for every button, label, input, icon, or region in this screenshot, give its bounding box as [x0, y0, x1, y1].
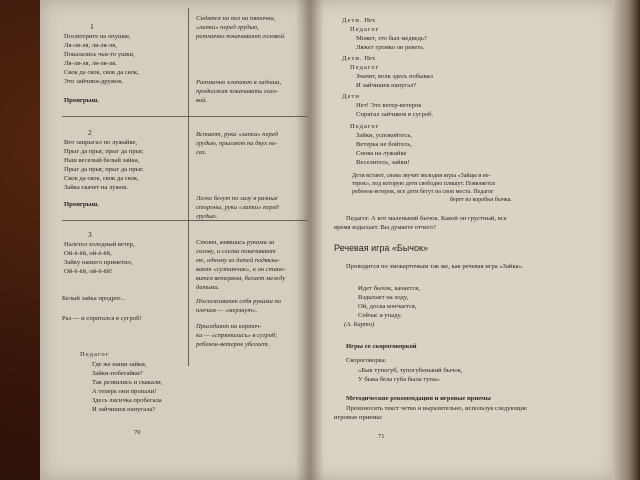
subheading-methods: Методические рекомендации и игровые приемы: [346, 395, 491, 402]
verse-line: И зайчишек напугала?: [92, 406, 156, 413]
note-line: Легко бегут по залу в разные: [196, 195, 278, 202]
verse-line: А теперь они пропали!: [92, 388, 157, 395]
note-line: терок», под которую дети свободно пляшут. Появляется: [352, 181, 495, 187]
verse-line: Прыг да прыг, прыг да прыг,: [64, 148, 144, 155]
note-line: Садятся на пол на пяточки,: [196, 15, 276, 22]
section-heading: Речевая игра «Бычок»: [334, 243, 428, 253]
stanza-1-number: 1: [90, 22, 94, 31]
stanza-1-tag: Проигрыш.: [64, 97, 99, 104]
row-divider-2: [62, 220, 308, 221]
note-line: стороны, руки «лапки» перед: [196, 204, 279, 211]
verse-line: Зайка скачет на лужок.: [64, 184, 129, 191]
note-line: грудью.: [196, 213, 218, 220]
verse-line: Белый зайка продрог...: [62, 295, 126, 302]
teacher-paragraph-line: время вздыхает. Вы думаете отчего?: [334, 224, 436, 231]
dialog-line: Зайки, успокойтесь,: [356, 132, 413, 139]
stanza-2-tag: Проигрыш.: [64, 201, 99, 208]
dialog-line: Ветерка не бойтесь,: [356, 141, 412, 148]
note-line: ею, одному из детей подвязы-: [196, 257, 280, 264]
dialog-line: Педагог: [350, 64, 380, 71]
subheading-tongue-twister: Игры со скороговоркой: [346, 343, 417, 350]
verse-line: Ой-ё-ёй, ой-ё-ёй,: [64, 250, 112, 257]
teacher-heading: Педагог: [80, 351, 110, 358]
stanza-2-number: 2: [88, 128, 92, 137]
dialog-line: Педагог: [350, 123, 380, 130]
verse-line: Посмотрите на опушке,: [64, 33, 131, 40]
note-line: детьми.: [196, 284, 220, 291]
verse-line: Зайки-побегайки?: [92, 370, 143, 377]
poem-line: Ой, доска кончается,: [358, 303, 417, 310]
dialog-line: Веселитесь, зайки!: [356, 159, 410, 166]
note-line: вают «султанчик», и он стано-: [196, 266, 286, 273]
page-number: 70: [134, 429, 141, 436]
verse-line: Раз — и спрятался в сугроб!: [62, 315, 142, 322]
note-line: ребенок-ветерок, все дети бегут на свои места. Педагог: [352, 189, 494, 195]
stanza-3-number: 3: [88, 230, 92, 239]
note-line: Дети встают, снова звучит мелодия игры «Зайцы и ве-: [352, 173, 491, 179]
verse-line: Скок да скок, скок да скок,: [64, 175, 139, 182]
verse-line: Здесь лисичка пробегала: [92, 397, 162, 404]
dialog-line: Ляжет громко он реветь.: [356, 44, 425, 51]
note-line: Встают, руки «лапки» перед: [196, 131, 278, 138]
verse-line: Скок да скок, скок да скок,: [64, 69, 139, 76]
verse-line: Прыг да прыг, прыг да прыг.: [64, 166, 144, 173]
intro-text: Проводится по эмокарточкам так же, как речевая игра «Зайка».: [346, 263, 524, 270]
note-line: ребенок-ветерок убегает.: [196, 341, 270, 348]
methods-line: Произносить текст четко и выразительно, используя следующие: [346, 405, 527, 412]
note-line: Ритмично хлопают в ладоши,: [196, 79, 282, 86]
note-line: берет из коробки бычка.: [450, 197, 512, 203]
dialog-line: Дети. Нет.: [342, 55, 376, 62]
dialog-line: Снова на лужайке: [356, 150, 407, 157]
note-line: «лапки» перед грудью,: [196, 24, 259, 31]
dialog-line: Спрятал зайчиков в сугроб.: [356, 111, 434, 118]
note-line: Стоят, взявшись руками за: [196, 239, 275, 246]
note-line: продолжая покачивать голо-: [196, 88, 279, 95]
note-line: гах.: [196, 149, 207, 156]
note-line: голову, и слегка покачивают: [196, 248, 276, 255]
book-gutter: [296, 0, 324, 480]
row-divider-1: [62, 116, 308, 117]
dialog-line: И зайчишек напугал?: [356, 82, 417, 89]
verse-line: Так резвились и скакали,: [92, 379, 163, 386]
tongue-twister-line: «Бык тупогуб, тупогубенький бычок,: [358, 367, 463, 374]
verse-line: Наш веселый белый зайка,: [64, 157, 140, 164]
dialog-line: Педагог: [350, 26, 380, 33]
verse-line: Ля-ля-ля, ля-ля-ля.: [64, 60, 117, 67]
column-divider: [188, 8, 189, 366]
verse-line: Показались чьи-то ушки,: [64, 51, 135, 58]
verse-line: Это зайчики-дружок.: [64, 78, 124, 85]
note-line: грудью, прыгают на двух но-: [196, 140, 278, 147]
note-line: плечам — «мерзнут».: [196, 307, 258, 314]
note-line: ки — «спрятались» в сугроб;: [196, 332, 278, 339]
teacher-paragraph-line: Педагог. А вот маленький бычок. Какой он грустный, все: [346, 215, 507, 222]
verse-line: Ой-ё-ёй, ой-ё-ёй!: [64, 268, 113, 275]
verse-line: Где же наши зайки,: [92, 361, 147, 368]
poem-line: Вздыхает на ходу,: [358, 294, 409, 301]
methods-line: игровые приемы:: [334, 414, 383, 421]
note-line: ритмично покачивают головой.: [196, 33, 286, 40]
page-number: 71: [378, 433, 385, 440]
dialog-line: Дети. Нет.: [342, 17, 376, 24]
dialog-line: Нет! Это ветер-ветерок: [356, 102, 422, 109]
tongue-twister-line: У быка бела губа была тупа».: [358, 376, 441, 383]
note-line: Поглаживают себя руками по: [196, 298, 282, 305]
poem-line: Сейчас я упаду.: [358, 312, 402, 319]
note-line: вится ветерком, бегает между: [196, 275, 286, 282]
verse-line: Ля-ля-ля, ля-ля-ля,: [64, 42, 117, 49]
verse-line: Вот запрыгал по лужайке,: [64, 139, 138, 146]
poem-author: (А. Барто): [344, 321, 375, 328]
note-line: вой.: [196, 97, 208, 104]
verse-line: Налетел холодный ветер,: [64, 241, 135, 248]
page-edges: [612, 0, 640, 480]
dialog-line: Значит, волк здесь побывал: [356, 73, 433, 80]
poem-line: Идет бычок, качается,: [358, 285, 420, 292]
tongue-twister-label: Скороговорка:: [346, 357, 387, 364]
note-line: Приседают на корточ-: [196, 323, 262, 330]
verse-line: Зайку нашего приметил,: [64, 259, 133, 266]
dialog-line: Дети: [342, 93, 360, 100]
dialog-line: Может, это был медведь?: [356, 35, 427, 42]
